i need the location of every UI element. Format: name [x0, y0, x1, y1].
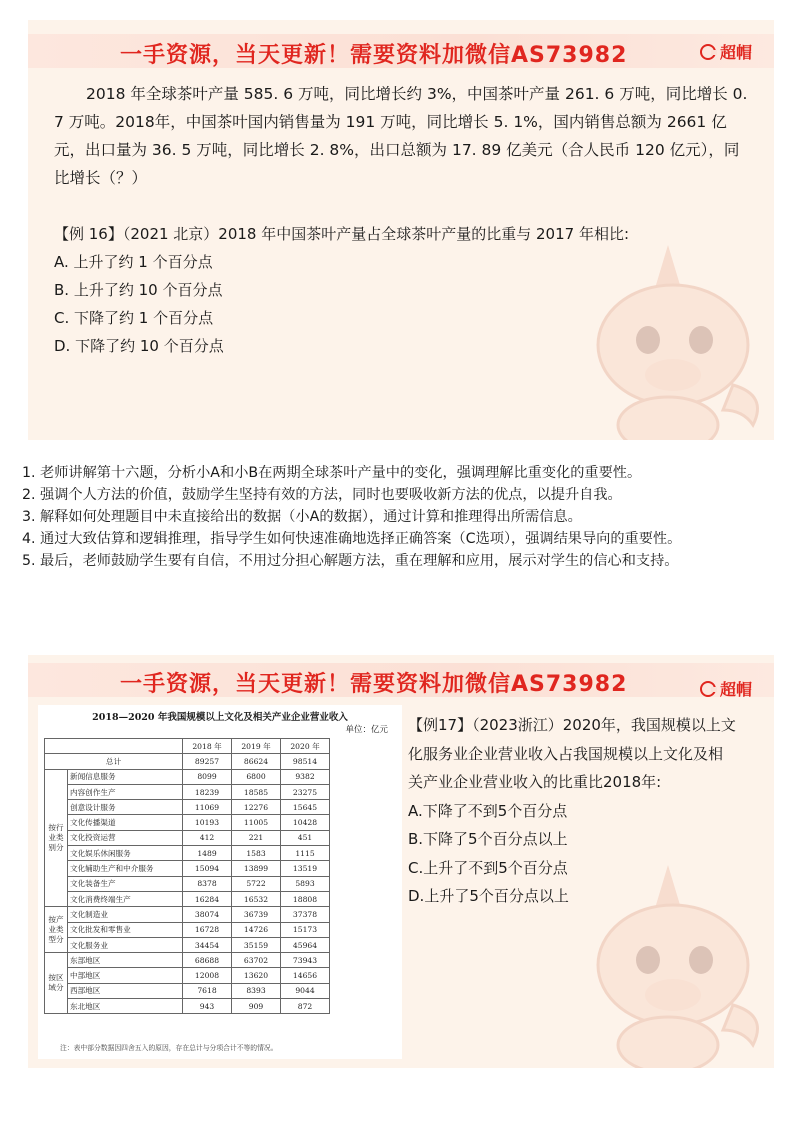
option-a: A.下降了不到5个百分点	[408, 801, 568, 820]
cell: 12008	[183, 968, 232, 983]
cell: 1115	[281, 846, 330, 861]
cell: 68688	[183, 953, 232, 968]
cell: 10193	[183, 815, 232, 830]
table-row-total	[45, 754, 330, 769]
row-label: 文化批发和零售业	[68, 922, 183, 937]
option-d: D. 下降了约 10 个百分点	[54, 337, 224, 355]
table-row	[45, 846, 330, 861]
header-year: 2018 年	[183, 739, 232, 754]
brand-g-icon	[700, 44, 716, 60]
cell: 11069	[183, 800, 232, 815]
cell: 1489	[183, 846, 232, 861]
table-row	[45, 983, 330, 998]
cell: 45964	[281, 937, 330, 952]
row-label: 文化装备生产	[68, 876, 183, 891]
table-row	[45, 922, 330, 937]
cell: 13620	[232, 968, 281, 983]
cell: 12276	[232, 800, 281, 815]
brand-g-icon	[700, 681, 716, 697]
cell: 36739	[232, 907, 281, 922]
table-row	[45, 784, 330, 799]
table-title: 2018—2020 年我国规模以上文化及相关产业企业营业收入	[92, 712, 348, 723]
banner-text: 一手资源，当天更新！需要资料加微信AS73982	[120, 43, 628, 68]
cell: 5722	[232, 876, 281, 891]
slide-2	[28, 655, 774, 1068]
cell: 8393	[232, 983, 281, 998]
revenue-table	[44, 738, 330, 1014]
promo-banner	[28, 34, 774, 68]
table-row	[45, 999, 330, 1014]
cell: 34454	[183, 937, 232, 952]
data-table-image	[38, 705, 402, 1059]
cell: 9044	[281, 983, 330, 998]
question-17-line: 化服务业企业营业收入占我国规模以上文化及相	[408, 744, 724, 763]
table-row	[45, 891, 330, 906]
cell: 943	[183, 999, 232, 1014]
brand-logo	[700, 677, 752, 700]
cell: 16284	[183, 891, 232, 906]
cell: 38074	[183, 907, 232, 922]
question-17-line: 关产业企业营业收入的比重比2018年:	[408, 773, 662, 791]
table-row	[45, 769, 330, 784]
cell: 15094	[183, 861, 232, 876]
brand-logo	[700, 40, 752, 63]
cell: 63702	[232, 953, 281, 968]
row-label: 文化娱乐休闲服务	[68, 846, 183, 861]
brand-name: 超帽	[719, 43, 752, 62]
cell: 9382	[281, 769, 330, 784]
row-label: 东部地区	[68, 953, 183, 968]
cell: 8099	[183, 769, 232, 784]
question-17-line: 【例17】（2023浙江）2020年，我国规模以上文	[408, 716, 736, 734]
cell: 18585	[232, 784, 281, 799]
cell: 16728	[183, 922, 232, 937]
cell: 86624	[232, 754, 281, 769]
note-item: 5. 最后，老师鼓励学生要有自信，不用过分担心解题方法，重在理解和应用，展示对学生的信心和支持。	[22, 553, 679, 569]
cell: 221	[232, 830, 281, 845]
row-label: 中部地区	[68, 968, 183, 983]
cell: 872	[281, 999, 330, 1014]
cell: 8378	[183, 876, 232, 891]
note-item: 1. 老师讲解第十六题，分析小A和小B在两期全球茶叶产量中的变化，强调理解比重变化的重要性。	[22, 465, 642, 481]
material-paragraph	[54, 80, 754, 192]
cell: 15173	[281, 922, 330, 937]
question-17	[408, 711, 768, 911]
row-label: 内容创作生产	[68, 784, 183, 799]
cell: 14726	[232, 922, 281, 937]
cell: 451	[281, 830, 330, 845]
cell: 5893	[281, 876, 330, 891]
header-blank	[45, 739, 183, 754]
cell: 6800	[232, 769, 281, 784]
cell: 7618	[183, 983, 232, 998]
table-unit: 单位：亿元	[345, 725, 388, 735]
cell: 909	[232, 999, 281, 1014]
cell: 15645	[281, 800, 330, 815]
table-row	[45, 800, 330, 815]
question-16-stem: 【例 16】（2021 北京）2018 年中国茶叶产量占全球茶叶产量的比重与 2017 年相比:	[54, 225, 630, 243]
group-label: 按区域分	[45, 953, 68, 1014]
cell: 11005	[232, 815, 281, 830]
row-label: 东北地区	[68, 999, 183, 1014]
cell: 73943	[281, 953, 330, 968]
cell: 10428	[281, 815, 330, 830]
cell: 23275	[281, 784, 330, 799]
cell: 1583	[232, 846, 281, 861]
note-item: 2. 强调个人方法的价值，鼓励学生坚持有效的方法，同时也要吸收新方法的优点，以提升自我。	[22, 487, 622, 503]
brand-name: 超帽	[719, 680, 752, 699]
row-label: 新闻信息服务	[68, 769, 183, 784]
option-b: B. 上升了约 10 个百分点	[54, 281, 223, 299]
table-row	[45, 830, 330, 845]
cell: 98514	[281, 754, 330, 769]
question-16	[54, 220, 754, 360]
option-d: D.上升了5个百分点以上	[408, 887, 569, 905]
cell: 412	[183, 830, 232, 845]
row-label: 西部地区	[68, 983, 183, 998]
option-c: C.上升了不到5个百分点	[408, 858, 568, 877]
table-row	[45, 907, 330, 922]
total-label: 总计	[45, 754, 183, 769]
table-note: 注：表中部分数据因四舍五入的原因，存在总计与分项合计不等的情况。	[60, 1044, 278, 1052]
option-a: A. 上升了约 1 个百分点	[54, 253, 213, 271]
cell: 18808	[281, 891, 330, 906]
row-label: 文化投资运营	[68, 830, 183, 845]
slide-1	[28, 20, 774, 440]
note-item: 3. 解释如何处理题目中未直接给出的数据（小A的数据），通过计算和推理得出所需信息。	[22, 509, 582, 525]
cell: 14656	[281, 968, 330, 983]
cell: 13519	[281, 861, 330, 876]
table-row	[45, 937, 330, 952]
promo-banner	[28, 663, 774, 697]
row-label: 文化制造业	[68, 907, 183, 922]
table-row	[45, 876, 330, 891]
row-label: 文化服务业	[68, 937, 183, 952]
table-row	[45, 815, 330, 830]
table-header-row	[45, 739, 330, 754]
cell: 16532	[232, 891, 281, 906]
option-c: C. 下降了约 1 个百分点	[54, 309, 214, 327]
cell: 35159	[232, 937, 281, 952]
group-label: 按行业类别分	[45, 769, 68, 907]
row-label: 文化辅助生产和中介服务	[68, 861, 183, 876]
material-text: 2018 年全球茶叶产量 585. 6 万吨，同比增长约 3%，中国茶叶产量 261. 6 万吨，同比增长 0. 7 万吨。2018年，中国茶叶国内销售量为 191 万吨，同比增长 5. 1%，国内销售总额为 2661 亿元，出口量为 36. 5 万吨，同比增长 2. 8%，出口总额为 17. 89 亿美元（合人民币 120 亿元），同比增长（？）	[54, 85, 748, 187]
group-label: 按产业类型分	[45, 907, 68, 953]
table-row	[45, 861, 330, 876]
header-year: 2020 年	[281, 739, 330, 754]
teacher-notes	[22, 462, 782, 572]
cell: 37378	[281, 907, 330, 922]
table-row	[45, 953, 330, 968]
table-row	[45, 968, 330, 983]
header-year: 2019 年	[232, 739, 281, 754]
row-label: 创意设计服务	[68, 800, 183, 815]
cell: 13899	[232, 861, 281, 876]
option-b: B.下降了5个百分点以上	[408, 830, 568, 848]
cell: 18239	[183, 784, 232, 799]
row-label: 文化消费终端生产	[68, 891, 183, 906]
note-item: 4. 通过大致估算和逻辑推理，指导学生如何快速准确地选择正确答案（C选项），强调结果导向的重要性。	[22, 531, 682, 547]
banner-text: 一手资源，当天更新！需要资料加微信AS73982	[120, 672, 628, 697]
cell: 89257	[183, 754, 232, 769]
row-label: 文化传播渠道	[68, 815, 183, 830]
